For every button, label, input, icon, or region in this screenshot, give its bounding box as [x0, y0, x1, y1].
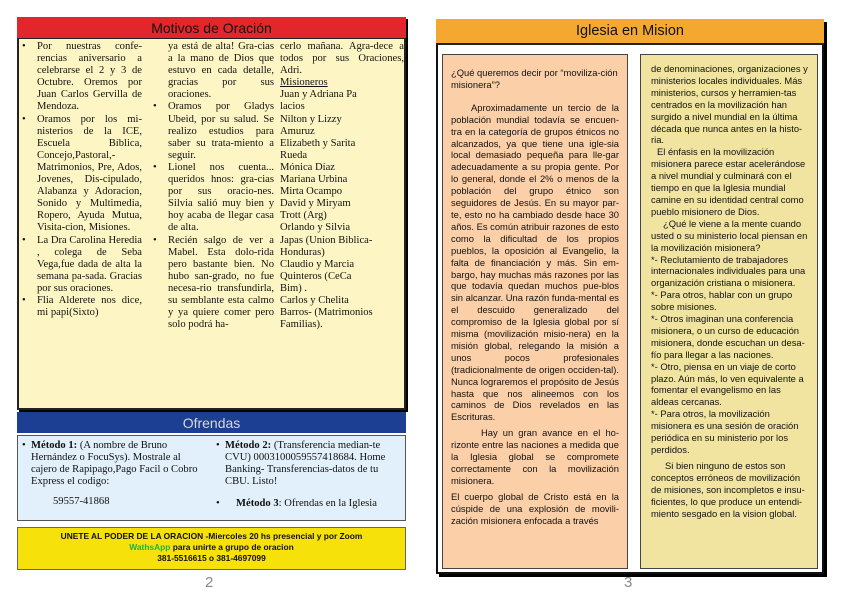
page-number-left: 2: [205, 574, 214, 591]
missionary-line: Japas (Union Biblica-: [280, 234, 373, 246]
banner-line-1: UNETE AL PODER DE LA ORACION -Miercoles 20 hs presencial y por Zoom: [60, 531, 363, 541]
ofrendas-method-2: [214, 440, 404, 520]
article-paragraph: Hay un gran avance en el ho-rizonte entre las naciones a medida que la Iglesia global se compromete correctamente con la movilización misionera.: [451, 427, 619, 486]
missionary-line: Quinteros (CeCa: [280, 270, 352, 282]
missionary-line: Honduras): [280, 246, 325, 258]
ofrendas-title: Ofrendas: [182, 414, 241, 431]
article-paragraph: Si bien ninguno de estos son conceptos erróneos de movilización de misiones, son incompletos e insu-ficientes, lo que produce un entendi-miento sesgado en la vision global.: [651, 459, 805, 519]
article-paragraph: El cuerpo global de Cristo está en la cúspide de una explosión de movili-zación misionera enfocada a través: [451, 490, 619, 526]
prayer-item: • Recién salgo de ver a Mabel. Esta dolo-rida pero bastante bien. No hubo san-grado, no fue necesa-rio transfundirla, su semblante esta calmo y ya quiere comer pero solo podrá ha-: [151, 235, 274, 332]
mision-header: [436, 19, 824, 45]
missionary-line: lacios: [280, 101, 305, 113]
prayer-item: • Oramos por Gladys Ubeid, por su salud. Se realizo estudios para saber su trata-miento a seguir.: [151, 101, 274, 161]
mision-col-1: [442, 54, 628, 569]
motivos-title: Motivos de Oración: [151, 19, 272, 36]
prayer-continuation: cerlo mañana. Agra-dece a todos por sus Oraciones, Adri.: [280, 41, 404, 77]
missionary-line: Orlando y Silvia: [280, 222, 351, 234]
prayer-continuation: ya está de alta! Gra-cias a la mano de Dios que estuvo en cada detalle, gracias por sus oraciones.: [168, 41, 274, 101]
prayer-item: • Oramos por los mi-nisterios de la ICE, Escuela Bíblica, Concejo,Pastoral,-Matrimonios, Pre, Ados, Jovenes, Dis-cipulado, Alabanza y Adoracion, Sonido y Multimedia, Ropero, Ayuda Mutua, Visita-cion, Misiones.: [20, 114, 142, 235]
missionary-line: Mariana Urbina: [280, 174, 348, 186]
mision-col-2: [640, 54, 818, 569]
list-point: *- Otro, piensa en un viaje de corto plazo. Aún más, lo ven equivalente a fomentar el evangelismo en las aldeas cercanas.: [651, 360, 804, 408]
banner-phones: 381-5516615 o 381-4697099: [157, 553, 266, 563]
missionary-line: Familias).: [280, 319, 323, 331]
missionary-line: Amuruz: [280, 125, 315, 137]
motivos-col-2: [151, 41, 274, 407]
mision-title: Iglesia en Mision: [576, 23, 684, 39]
method-1-text: • Método 1: (A nombre de Bruno Hernández o FocuSys). Mostrale al cajero de Rapipago,Pago Facil o Cobro Express el codigo:: [20, 440, 206, 488]
motivos-header: [17, 17, 406, 39]
list-point: *- Para otros, la movilización misionera es una sesión de oración periódica en su ministerio por los perdidos.: [651, 408, 799, 455]
payment-code: 59557-41868: [53, 496, 110, 508]
missionary-line: Nilton y Lizzy: [280, 113, 342, 125]
whatsapp-label: WathsApp: [129, 542, 171, 552]
method-3-text: • Método 3: Ofrendas en la Iglesia: [214, 498, 404, 510]
prayer-item: • Por nuestras confe-rencias aniversario a celebrarse el 2 y 3 de Octubre. Oremos por Juan Carlos Gervilla de Mendoza.: [20, 41, 142, 114]
missionaries-heading: • Misioneros: [280, 77, 404, 89]
article-paragraph: El énfasis en la movilización misionera parece estar acelerándose a nivel mundial y culminará con el tiempo en que la Iglesia mundial camine en su identidad central como pueblo misionero de Dios.: [651, 146, 806, 217]
intro-question: ¿Qué queremos decir por “moviliza-ción misionera”?: [451, 67, 618, 90]
list-point: *- Reclutamiento de trabajadores internacionales individuales para una organización cristiana o misionera.: [651, 253, 806, 289]
list-point: *- Otros imaginan una conferencia misionera, o un curso de educación misionera, donde escuchan un desa-fío para llegar a las naciones.: [651, 313, 805, 360]
missionary-line: Rueda: [280, 149, 308, 161]
missionary-line: David y Miryam: [280, 198, 351, 210]
ofrendas-method-1: [20, 440, 206, 520]
motivos-col-1: [20, 41, 142, 407]
missionary-line: Bim) .: [280, 282, 308, 294]
ofrendas-header: [17, 412, 406, 433]
article-paragraph: Aproximadamente un tercio de la población mundial todavía se encuen-tra en la categoría de grupos étnicos no alcanzados, ya que tiene una igle-sia local demasiado pequeña para lle-gar adecuadamente a su propia gente. Por lo general, donde el 2% o menos de la población del grupo étnico son seguidores de Jesús. En su mayor par-te, esto no ha cambiado desde hace 30 años. Es común atribuir razones de esto como la dificultad de los propios pueblos, la oposición al Evangelio, la falta de financiación y más. Sin em-bargo, hay muchas más razones por las que todavía quedan muchos pue-blos sin alcanzar. Una razón funda-mental es el descuido generalizado del compromiso de la Iglesia global por sí misma (movilización misio-nera) en la misión global, relegando la misión a unos pocos profesionales (tradicionalmente de origen occiden-tal). Nunca lograremos el propósito de Jesús hasta que nos alineemos con los caminos de Dios revelados en las Escrituras.: [451, 101, 619, 423]
missionary-line: Juan y Adriana Pa: [280, 89, 357, 101]
motivos-col-3: [280, 41, 404, 407]
list-point: *- Para otros, hablar con un grupo sobre misiones.: [651, 289, 793, 313]
banner-line-2: WathsApp para unirte a grupo de oracion: [129, 542, 294, 552]
prayer-item: • Flia Alderete nos dice, mi papi(Sixto): [20, 295, 142, 319]
prayer-item: • La Dra Carolina Heredia , colega de Seba Vega,fue dada de alta la semana pa-sada. Gracias por sus oraciones.: [20, 235, 142, 295]
prayer-item: • Lionel nos cuenta... queridos hnos: gra-cias por sus oracio-nes. Silvia salió muy bien y hoy acaba de llegar casa de alta.: [151, 162, 274, 235]
page-number-right: 3: [624, 574, 633, 591]
missionary-line: Elizabeth y Sarita: [280, 137, 356, 149]
missionaries-list: [280, 89, 404, 331]
missionary-line: Mirta Ocampo: [280, 186, 343, 198]
prayer-banner: [17, 527, 406, 570]
missionary-line: Claudio y Marcia: [280, 258, 355, 270]
missionary-line: Mónica Díaz: [280, 161, 336, 173]
method-2-text: • Método 2: (Transferencia median-te CVU) 0003100059557418684. Home Banking- Transferencias-datos de tu CBU. Listo!: [214, 440, 404, 488]
missionary-line: Trott (Arg): [280, 210, 327, 222]
missionary-line: Carlos y Chelita: [280, 294, 349, 306]
question-paragraph: ¿Qué le viene a la mente cuando usted o su ministerio local piensan en la movilización misionera?: [651, 217, 808, 253]
article-paragraph: de denominaciones, organizaciones y ministerios locales individuales. Más ministerios, cursos y herramien-tas centrados en la movilización han surgido a nivel mundial en la última década que nunca antes en la histo-ria.: [651, 63, 808, 146]
missionary-line: Barros- (Matrimonios: [280, 307, 373, 319]
